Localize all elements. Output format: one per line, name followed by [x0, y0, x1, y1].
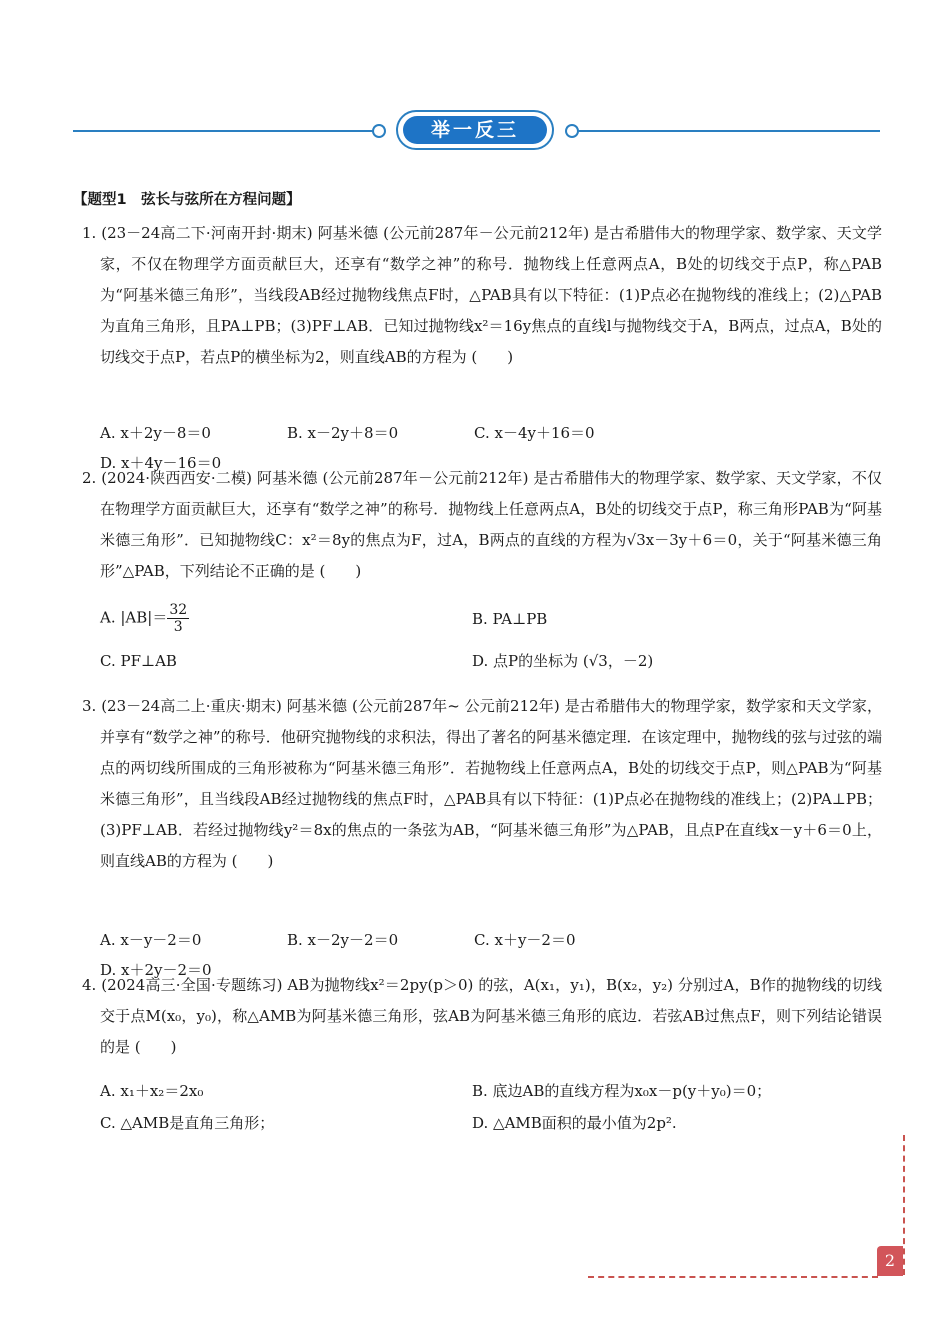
fraction	[167, 602, 189, 635]
page-number: 2	[877, 1246, 903, 1276]
question-3-option-a[interactable]: A. x－y－2＝0	[100, 931, 202, 949]
banner-line-right	[578, 130, 880, 132]
footer-dashed-vertical	[903, 1135, 905, 1275]
question-2-options	[100, 602, 880, 672]
fraction-numerator: 32	[169, 602, 188, 618]
question-4-option-c[interactable]: C. △AMB是直角三角形；	[100, 1114, 275, 1132]
question-3-body: 3. (23－24高二上·重庆·期末) 阿基米德 (公元前287年~ 公元前212年) 是古希腊伟大的物理学家，数学家和天文学家，并享有“数学之神”的称号．他研究抛物线的求积法，得出了著名的阿基米德定理．在该定理中，抛物线的弦与过弦的端点的两切线所围成的三角形被称为“阿基米德三角形”．若抛物线上任意两点A，B处的切线交于点P，则△PAB为“阿基米德三角形”，且当线段AB经过抛物线的焦点F时，△PAB具有以下特征：(1)P点必在抛物线的准线上；(2)PA⊥PB；(3)PF⊥AB．若经过抛物线y²＝8x的焦点的一条弦为AB，“阿基米德三角形”为△PAB，且点P在直线x－y＋6＝0上，则直线AB的方程为 ( )	[82, 697, 882, 870]
question-4-option-b[interactable]: B. 底边AB的直线方程为x₀x－p(y＋y₀)＝0；	[472, 1082, 772, 1100]
question-4-option-d[interactable]: D. △AMB面积的最小值为2p².	[472, 1114, 677, 1132]
question-1-option-c[interactable]: C. x－4y＋16＝0	[474, 424, 595, 442]
banner-dot-left	[372, 124, 386, 138]
question-1-option-b[interactable]: B. x－2y＋8＝0	[287, 424, 399, 442]
banner-title: 举一反三	[403, 116, 547, 144]
banner-dot-right	[565, 124, 579, 138]
question-1	[82, 218, 882, 373]
question-2-option-a-prefix: A. |AB|＝	[100, 608, 168, 627]
question-2-body: 2. (2024·陕西西安·二模) 阿基米德 (公元前287年－公元前212年) 是古希腊伟大的物理学家、数学家、天文学家，不仅在物理学方面贡献巨大，还享有“数学之神”的称号．抛物线上任意两点A，B处的切线交于点P，称三角形PAB为“阿基米德三角形”．已知抛物线C：x²＝8y的焦点为F，过A，B两点的直线的方程为√3x－3y＋6＝0，关于“阿基米德三角形”△PAB，下列结论不正确的是 ( )	[82, 469, 882, 580]
question-1-body: 1. (23－24高二下·河南开封·期末) 阿基米德 (公元前287年－公元前212年) 是古希腊伟大的物理学家、数学家、天文学家，不仅在物理学方面贡献巨大，还享有“数学之神”的称号．抛物线上任意两点A，B处的切线交于点P，称△PAB为“阿基米德三角形”，当线段AB经过抛物线焦点F时，△PAB具有以下特征：(1)P点必在抛物线的准线上；(2)△PAB为直角三角形，且PA⊥PB；(3)PF⊥AB．已知过抛物线x²＝16y焦点的直线l与抛物线交于A，B两点，过点A，B处的切线交于点P，若点P的横坐标为2，则直线AB的方程为 ( )	[82, 224, 882, 366]
question-2-option-b[interactable]: B. PA⊥PB	[472, 610, 548, 628]
question-4	[82, 970, 882, 1063]
question-4-options	[100, 1076, 880, 1138]
question-2	[82, 463, 882, 587]
question-3-option-c[interactable]: C. x＋y－2＝0	[474, 931, 576, 949]
section-title: 【题型1 弦长与弦所在方程问题】	[73, 192, 301, 208]
question-4-body: 4. (2024高三·全国·专题练习) AB为抛物线x²＝2py(p＞0) 的弦，A(x₁，y₁)，B(x₂，y₂) 分别过A，B作的抛物线的切线交于点M(x₀，y₀)，称△AMB为阿基米德三角形，弦AB为阿基米德三角形的底边．若弦AB过焦点F，则下列结论错误的是 ( )	[82, 976, 882, 1056]
question-4-option-a[interactable]: A. x₁＋x₂＝2x₀	[100, 1082, 204, 1100]
question-3-option-d[interactable]: D. x＋2y－2＝0	[100, 961, 212, 979]
question-1-option-d[interactable]: D. x＋4y－16＝0	[100, 454, 222, 472]
banner-badge	[396, 110, 554, 150]
question-2-option-c[interactable]: C. PF⊥AB	[100, 652, 177, 670]
question-2-option-a[interactable]	[100, 602, 189, 635]
question-3-option-b[interactable]: B. x－2y－2＝0	[287, 931, 399, 949]
question-2-option-d[interactable]: D. 点P的坐标为 (√3，－2)	[472, 652, 654, 670]
fraction-denominator: 3	[173, 619, 183, 635]
banner-line-left	[73, 130, 373, 132]
question-1-option-a[interactable]: A. x＋2y－8＝0	[100, 424, 211, 442]
question-3	[82, 691, 882, 877]
footer-dashed-horizontal	[588, 1276, 878, 1278]
